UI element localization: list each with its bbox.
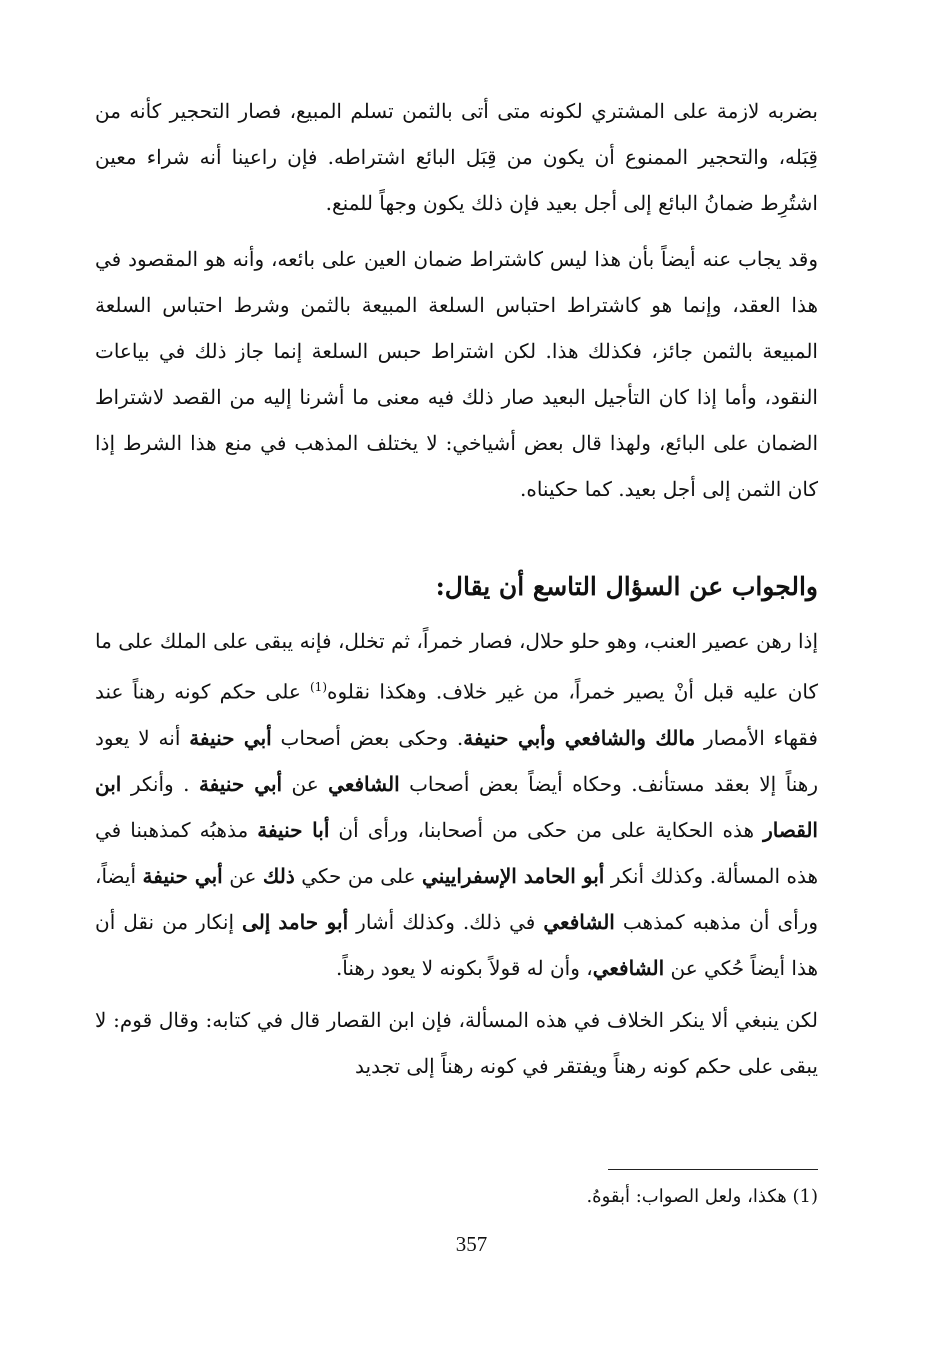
- p3-bold-5: ابن القصار: [95, 771, 818, 842]
- p3-bold-12: إلى: [242, 909, 271, 934]
- page-number: 357: [455, 1232, 488, 1256]
- p3-text-1: إذا رهن عصير العنب، وهو حلو حلال، فصار خمراً، ثم تخلل، فإنه يبقى على الملك على ما كان عليه قبل أنْ يصير خمراً، من غير خلاف. وهكذا نقلوه: [95, 629, 818, 704]
- p3-text-8: مذهبُه كمذهبنا في هذه المسألة. وكذلك أنكر: [95, 817, 819, 888]
- p3-text-4: أنه لا يعود رهناً إلا بعقد مستأنف. وحكاه أيضاً بعض أصحاب: [95, 725, 819, 796]
- p3-text-12: في ذلك. وكذلك أشار: [348, 909, 544, 934]
- p3-bold-1: مالك والشافعي وأبي حنيفة: [463, 725, 696, 750]
- p3-text-7: هذه الحكاية على من حكى من أصحابنا، ورأى أن: [329, 817, 764, 842]
- p3-text-15: ، وأن له قولاً بكونه لا يعود رهناً.: [335, 955, 593, 980]
- section-heading: والجواب عن السؤال التاسع أن يقال:: [435, 572, 818, 601]
- footnote: (1) هكذا، ولعل الصواب: أبقوهُ.: [586, 1186, 818, 1207]
- footnote-marker: (1): [309, 680, 327, 694]
- p3-bold-3: الشافعي: [328, 771, 400, 796]
- p3-text-10: عن: [222, 863, 263, 888]
- p3-text-5: عن: [282, 771, 329, 796]
- p3-text-2: على حكم كونه رهناً عند فقهاء الأمصار: [95, 679, 818, 750]
- p3-bold-13: الشافعي: [592, 955, 665, 980]
- footnote-divider: [608, 1169, 818, 1170]
- p3-text-3: . وحكى بعض أصحاب: [271, 725, 464, 750]
- p3-text-6: . وأنكر: [121, 771, 199, 796]
- page-body: [95, 88, 818, 1089]
- p3-bold-9: أبي حنيفة: [142, 863, 223, 888]
- p3-text-11: أيضاً، ورأى أن مذهبه كمذهب: [95, 863, 818, 934]
- p3-text-9: على من حكي: [294, 863, 423, 888]
- p3-text-14: إنكار من نقل أن هذا أيضاً حُكي عن: [95, 909, 818, 980]
- paragraph-4: لكن ينبغي ألا ينكر الخلاف في هذه المسألة، فإن ابن القصار قال في كتابه: وقال قوم: لا يبقى على حكم كونه رهناً ويفتقر في كونه رهناً إلى تجديد: [95, 1007, 818, 1078]
- p3-bold-4: أبي حنيفة: [198, 771, 283, 796]
- p3-bold-10: الشافعي: [543, 909, 615, 934]
- paragraph-2: وقد يجاب عنه أيضاً بأن هذا ليس كاشتراط ضمان العين على بائعه، وأنه هو المقصود في هذا العقد، وإنما هو كاشتراط احتباس السلعة المبيعة بالثمن وشرط احتباس السلعة المبيعة بالثمن جائز، فكذلك هذا. لكن اشتراط حبس السلعة إنما جاز ذلك في بياعات النقود، وأما إذا كان التأجيل البعيد صار ذلك فيه معنى ما أشرنا إليه من القصد لاشتراط الضمان على البائع، ولهذا قال بعض أشياخي: لا يختلف المذهب في منع هذا الشرط إذا كان الثمن إلى أجل بعيد. كما حكيناه.: [95, 247, 818, 501]
- p3-bold-8: ذلك: [262, 863, 295, 888]
- p3-bold-7: أبو الحامد الإسفراييني: [422, 863, 605, 888]
- p3-bold-2: أبي حنيفة: [189, 725, 272, 750]
- paragraph-1: بضربه لازمة على المشتري لكونه متى أتى بالثمن تسلم المبيع، فصار التحجير كأنه من قِبَله، والتحجير الممنوع أن يكون من قِبَل البائع اشتراطه. فإن راعينا أنه شراء معين اشتُرِط ضمانُ البائع إلى أجل بعيد فإن ذلك يكون وجهاً للمنع.: [95, 99, 818, 215]
- paragraph-3: [95, 618, 818, 991]
- p3-bold-11: أبو حامد: [278, 909, 349, 934]
- p3-bold-6: أبا حنيفة: [257, 817, 330, 842]
